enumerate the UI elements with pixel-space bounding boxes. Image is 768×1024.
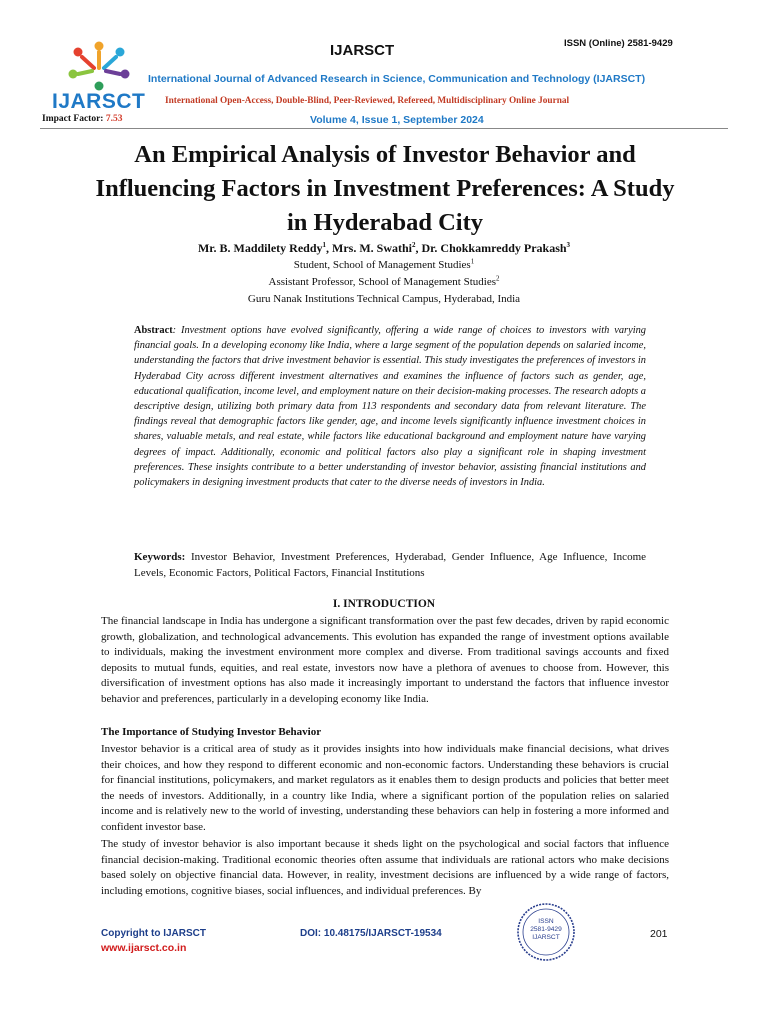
impact-factor-label: Impact Factor: [42, 114, 104, 124]
logo-wordmark: IJARSCT [52, 90, 146, 113]
author-sup: 3 [566, 241, 571, 249]
page-number: 201 [650, 928, 668, 940]
abstract-label: Abstract [134, 325, 173, 336]
subsection-heading: The Importance of Studying Investor Behavior [101, 726, 322, 738]
affiliation-text: Assistant Professor, School of Management Studies [268, 276, 496, 288]
abstract [134, 323, 646, 490]
affiliation [0, 259, 768, 271]
author-name: Mr. B. Maddilety Reddy [197, 241, 323, 255]
volume-issue: Volume 4, Issue 1, September 2024 [310, 114, 484, 126]
impact-factor [42, 114, 122, 124]
affiliation-sup: 1 [470, 257, 475, 266]
affiliation [0, 276, 768, 288]
stamp-line: IJARSCT [532, 934, 560, 941]
paper-title: An Empirical Analysis of Investor Behavior and Influencing Factors in Investment Preferences: A Study in Hyderabad City [95, 141, 675, 236]
header-divider [40, 128, 728, 129]
body-paragraph: The study of investor behavior is also important because it sheds light on the psychological and social factors that influence financial decision-making. Traditional economic theories often assume that individuals are rational actors who make decisions based solely on objective financial data. However, in reality, investment decisions are influenced by a wide range of factors, including emotions, cognitive biases, social influences, and individual preferences. By [101, 838, 669, 897]
abstract-text: : Investment options have evolved significantly, offering a wide range of choices to investors with varying financial goals. In a developing economy like India, where a large segment of the population depends on salaried income, understanding the factors that drive investment behavior is essential. This study investigates the preferences of investors in Hyderabad City across different investment alternatives and examines the influence of factors such as gender, age, educational qualification, income level, and employment nature on their decision-making processes. The research adopts a descriptive design, utilizing both primary data from 113 respondents and secondary data from relevant literature. The findings reveal that demographic factors like gender, age, and income levels significantly influence investment choices in shares, valuable metals, and real estate, while factors like educational background and employment nature have varying degrees of impact. Additionally, economic and political factors also play a significant role in shaping investment preferences. These insights contribute to a better understanding of investor behavior, assisting financial institutions and policymakers in designing investment products that cater to the diverse needs of investors in India. [134, 325, 646, 489]
website-link[interactable]: www.ijarsct.co.in [101, 942, 187, 954]
keywords-label: Keywords: [134, 551, 186, 563]
author-sup: 2 [412, 241, 416, 249]
author-name: Mrs. M. Swathi [332, 241, 413, 255]
author-list: Mr. B. Maddilety Reddy$^1$, Mrs. M. Swathi$^2$, Dr. Chokkamreddy Prakash$^3$ [197, 241, 571, 255]
body-paragraph: Investor behavior is a critical area of study as it provides insights into how individuals make financial decisions, what drives their choices, and how they respond to different economic and non-economic factors. Understanding these behaviors is crucial for financial institutions, policymakers, and market regulators as it enables them to design products and policies that better meet the needs of investors. Additionally, in a country like India, where a significant portion of the population relies on salaried income and is relatively new to the world of investing, understanding these behaviors can help in fostering a more informed and confident investor base. [101, 743, 669, 833]
copyright-notice: Copyright to IJARSCT [101, 928, 206, 939]
keywords-text: Investor Behavior, Investment Preferences, Hyderabad, Gender Influence, Age Influence, Income Levels, Economic Factors, Political Factors, Financial Institutions [134, 551, 647, 579]
intro-paragraph: The financial landscape in India has undergone a significant transformation over the past few decades, driven by rapid economic growth, globalization, and technological advancements. This evolution has expanded the range of investment options available to individuals, making the investment environment more complex and diverse. From traditional savings accounts and fixed deposits to mutual funds, equities, and real estate, investors now have a plethora of avenues to choose from. However, this diversification of investment options has also made it increasingly important to understand the factors that influence investor behavior and preferences, particularly in a developing economy like India. [101, 615, 669, 705]
issn-stamp-text [516, 918, 576, 942]
stamp-line: 2581-9429 [530, 926, 562, 933]
impact-factor-value: 7.53 [105, 114, 123, 124]
affiliation [0, 293, 768, 305]
author-name: Dr. Chokkamreddy Prakash [421, 241, 567, 255]
affiliation-text: Student, School of Management Studies [293, 259, 471, 271]
affiliation-text: Guru Nanak Institutions Technical Campus, Hyderabad, India [247, 293, 521, 305]
issn-label: ISSN (Online) 2581-9429 [564, 38, 673, 49]
stamp-line: ISSN [538, 918, 554, 925]
journal-tagline: International Open-Access, Double-Blind, Peer-Reviewed, Refereed, Multidisciplinary Online Journal [165, 96, 570, 106]
journal-short-name: IJARSCT [330, 42, 395, 59]
affiliation-sup: 2 [495, 274, 500, 283]
doi-label: DOI: 10.48175/IJARSCT-19534 [300, 928, 442, 939]
journal-full-name: International Journal of Advanced Research in Science, Communication and Technology (IJARSCT) [148, 73, 646, 85]
section-heading: I. INTRODUCTION [332, 598, 436, 610]
keywords [134, 549, 646, 581]
author-sup: 1 [322, 241, 327, 249]
journal-logo-icon [64, 38, 134, 94]
